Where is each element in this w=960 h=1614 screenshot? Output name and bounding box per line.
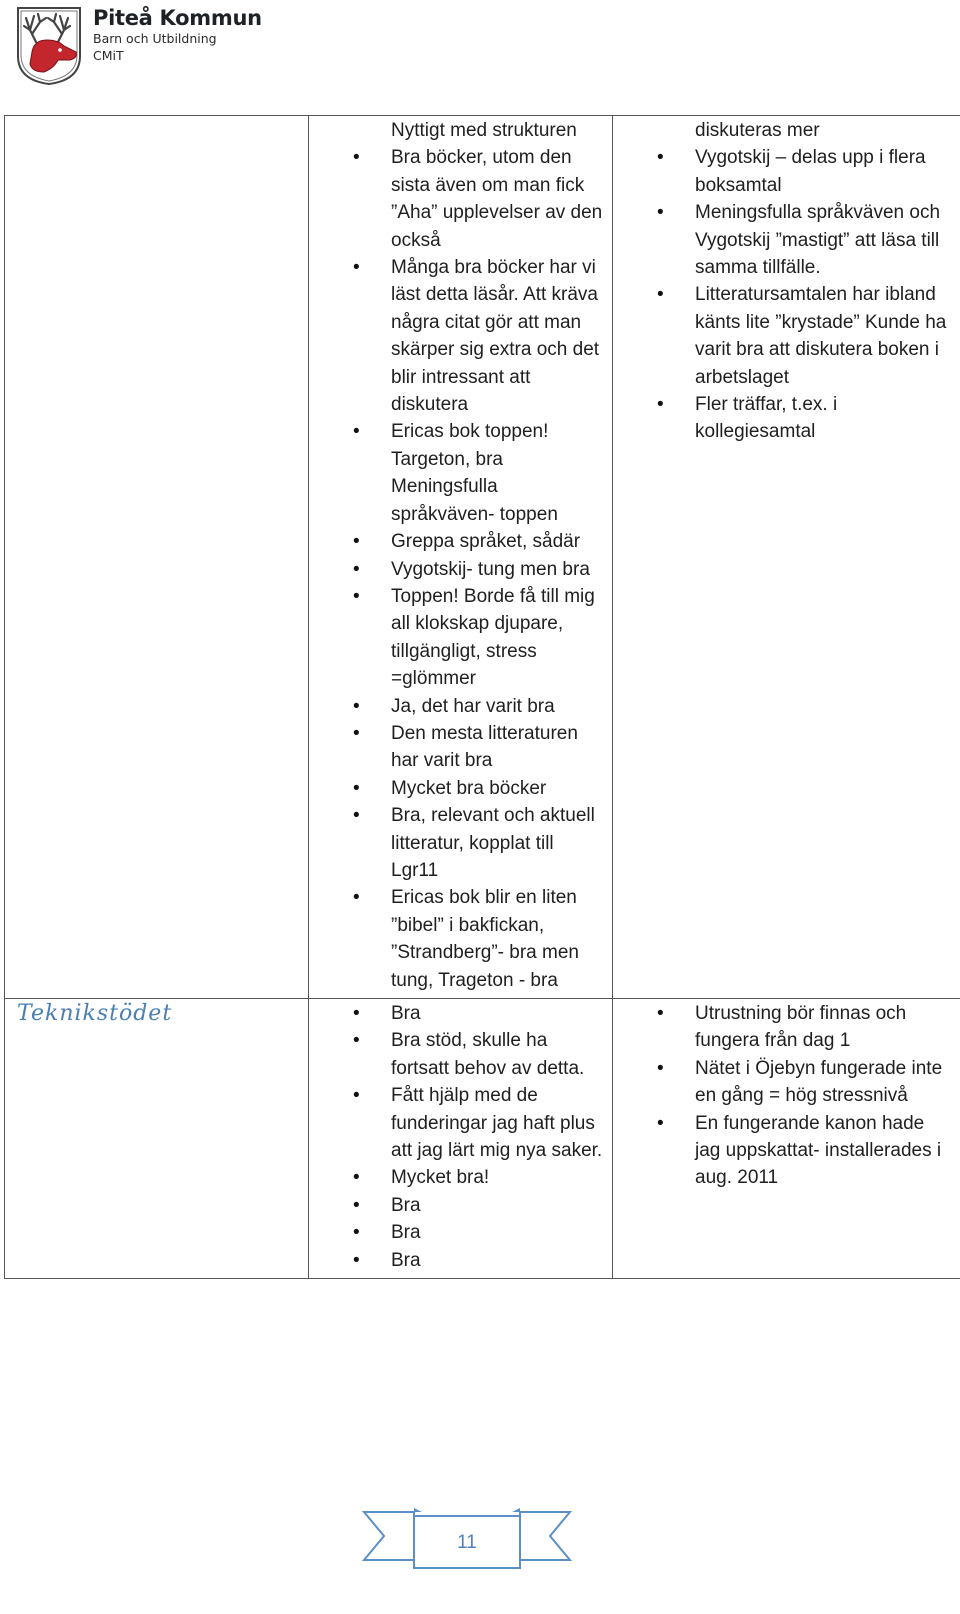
list-item: • Bra stöd, skulle ha fortsatt behov av detta. bbox=[309, 1027, 612, 1082]
list-item: • Bra böcker, utom den sista även om man fick ”Aha” upplevelser av den också bbox=[309, 144, 612, 254]
list-item: • Utrustning bör finnas och fungera från dag 1 bbox=[613, 1000, 960, 1055]
list-item: • Mycket bra! bbox=[309, 1164, 612, 1191]
coat-of-arms-icon bbox=[14, 2, 84, 86]
list-item: • Nätet i Öjebyn fungerade inte en gång = hög stressnivå bbox=[613, 1055, 960, 1110]
list-item: • En fungerande kanon hade jag uppskattat- installerades i aug. 2011 bbox=[613, 1110, 960, 1192]
table-row bbox=[5, 999, 960, 1279]
table-cell-improvements bbox=[613, 999, 960, 1279]
list-item: • Ericas bok toppen! Targeton, bra Meningsfulla språkväven- toppen bbox=[309, 418, 612, 528]
logo-unit: CMiT bbox=[93, 48, 124, 63]
logo-subtitle: Barn och Utbildning bbox=[93, 31, 217, 46]
list-item: • Ericas bok blir en liten ”bibel” i bakfickan, ”Strandberg”- bra men tung, Trageton - bra bbox=[309, 884, 612, 994]
row-label bbox=[5, 116, 308, 118]
evaluation-table bbox=[4, 115, 960, 1279]
list-item: • Toppen! Borde få till mig all klokskap djupare, tillgängligt, stress =glömmer bbox=[309, 583, 612, 693]
list-item: • Bra bbox=[309, 1219, 612, 1246]
table-cell-comments bbox=[309, 999, 613, 1279]
list-item: • Vygotskij- tung men bra bbox=[309, 556, 612, 583]
comment-list bbox=[309, 117, 612, 994]
list-item: • Ja, det har varit bra bbox=[309, 693, 612, 720]
list-item: • Greppa språket, sådär bbox=[309, 528, 612, 555]
list-item: • Mycket bra böcker bbox=[309, 775, 612, 802]
list-item: • Bra, relevant och aktuell litteratur, kopplat till Lgr11 bbox=[309, 802, 612, 884]
list-item: • Vygotskij – delas upp i flera boksamtal bbox=[613, 144, 960, 199]
list-item: • Många bra böcker har vi läst detta läsår. Att kräva några citat gör att man skärper sig extra och det blir intressant att diskutera bbox=[309, 254, 612, 418]
list-item: • Bra bbox=[309, 1192, 612, 1219]
logo-title: Piteå Kommun bbox=[93, 6, 262, 30]
table-cell-comments bbox=[309, 116, 613, 999]
improvement-list bbox=[613, 1000, 960, 1192]
kommun-logo bbox=[14, 2, 294, 88]
comment-list bbox=[309, 1000, 612, 1274]
table-cell-improvements bbox=[613, 116, 960, 999]
list-item: Nyttigt med strukturen bbox=[391, 120, 577, 141]
list-item: • Fler träffar, t.ex. i kollegiesamtal bbox=[613, 391, 960, 446]
improvement-list bbox=[613, 117, 960, 446]
list-item: • Litteratursamtalen har ibland känts lite ”krystade” Kunde ha varit bra att diskutera boken i arbetslaget bbox=[613, 281, 960, 391]
list-item: • Bra bbox=[309, 1247, 612, 1274]
page-number-banner bbox=[362, 1508, 572, 1570]
table-cell-label bbox=[5, 116, 309, 999]
page-number: 11 bbox=[457, 1532, 477, 1553]
list-item: diskuteras mer bbox=[695, 120, 820, 141]
table-cell-label bbox=[5, 999, 309, 1279]
list-item: • Fått hjälp med de funderingar jag haft plus att jag lärt mig nya saker. bbox=[309, 1082, 612, 1164]
list-item: • Meningsfulla språkväven och Vygotskij ”mastigt” att läsa till samma tillfälle. bbox=[613, 199, 960, 281]
table-row bbox=[5, 116, 960, 999]
row-label-teknikstodet: Teknikstödet bbox=[17, 1001, 173, 1026]
list-item: • Bra bbox=[309, 1000, 612, 1027]
list-item: • Den mesta litteraturen har varit bra bbox=[309, 720, 612, 775]
